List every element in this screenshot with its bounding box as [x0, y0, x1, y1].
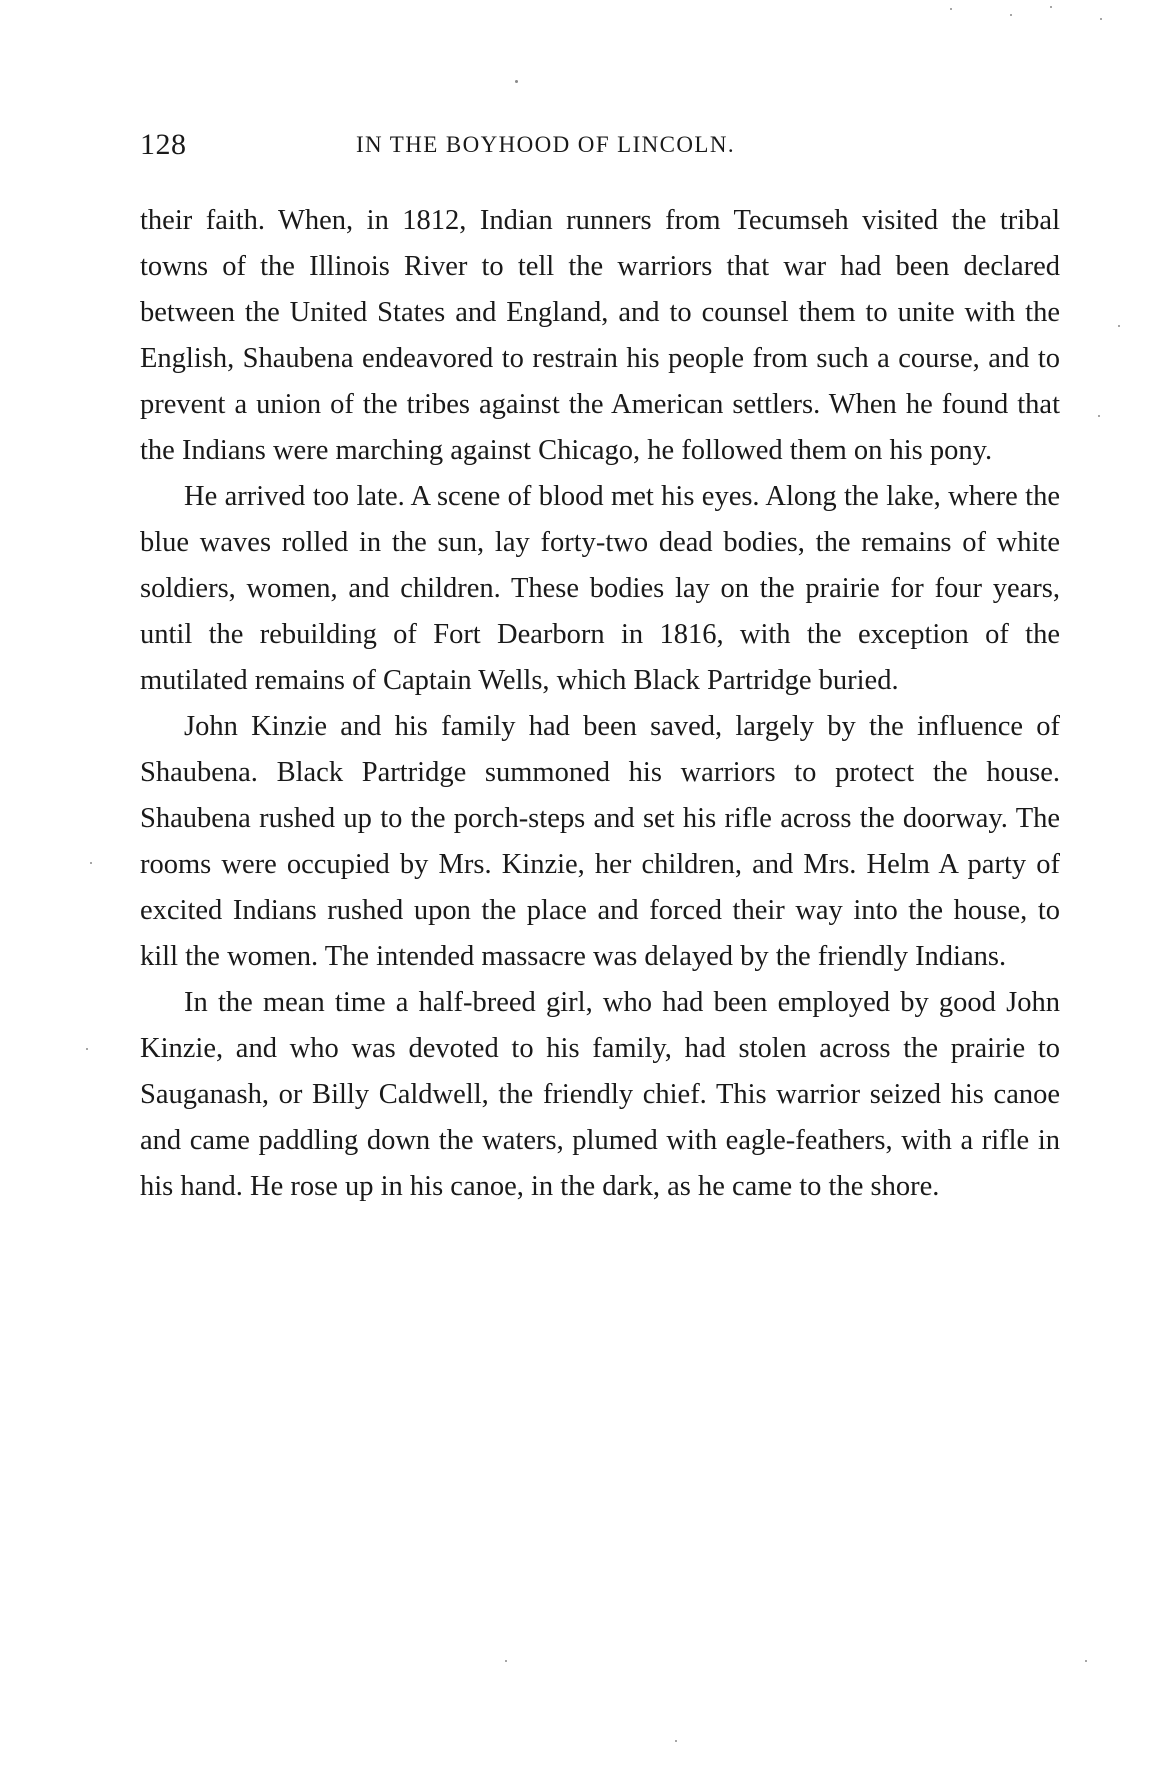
scan-speck [1098, 415, 1100, 417]
scan-speck [950, 8, 952, 10]
paragraph-3: John Kinzie and his family had been saved, largely by the influence of Shaubena. Black Partridge summoned his warriors to protect the house. Shaubena rushed up to the porch-steps and set his rifle across the doorway. The rooms were occupied by Mrs. Kinzie, her children, and Mrs. Helm A party of excited Indians rushed upon the place and forced their way into the house, to kill the women. The intended massacre was delayed by the friendly Indians. [140, 711, 1060, 972]
scan-speck [86, 1048, 88, 1050]
running-header [140, 128, 1060, 168]
scan-speck [1085, 1660, 1087, 1662]
scan-speck [90, 862, 92, 864]
scan-speck [1118, 325, 1120, 327]
scan-speck [1050, 6, 1052, 8]
paragraph-1: their faith. When, in 1812, Indian runners from Tecumseh visited the tribal towns of the Illinois River to tell the warriors that war had been declared between the United States and England, and to counsel them to unite with the English, Shaubena endeavored to restrain his people from such a course, and to prevent a union of the tribes against the American settlers. When he found that the Indians were marching against Chicago, he followed them on his pony. [140, 205, 1060, 466]
scan-speck [1100, 18, 1102, 20]
scan-speck [515, 80, 518, 83]
body-text [140, 198, 1060, 1210]
scan-speck [675, 1740, 677, 1742]
scan-speck [1010, 14, 1012, 16]
paragraph-2: He arrived too late. A scene of blood met his eyes. Along the lake, where the blue waves rolled in the sun, lay forty-two dead bodies, the remains of white soldiers, women, and children. These bodies lay on the prairie for four years, until the rebuilding of Fort Dearborn in 1816, with the exception of the mutilated remains of Captain Wells, which Black Partridge buried. [140, 481, 1060, 696]
page-number: 128 [140, 128, 187, 161]
scan-speck [505, 1660, 507, 1662]
paragraph-4: In the mean time a half-breed girl, who had been employed by good John Kinzie, and who was devoted to his family, had stolen across the prairie to Sauganash, or Billy Caldwell, the friendly chief. This warrior seized his canoe and came paddling down the waters, plumed with eagle-feathers, with a rifle in his hand. He rose up in his canoe, in the dark, as he came to the shore. [140, 987, 1060, 1202]
running-title: IN THE BOYHOOD OF LINCOLN. [356, 132, 736, 157]
